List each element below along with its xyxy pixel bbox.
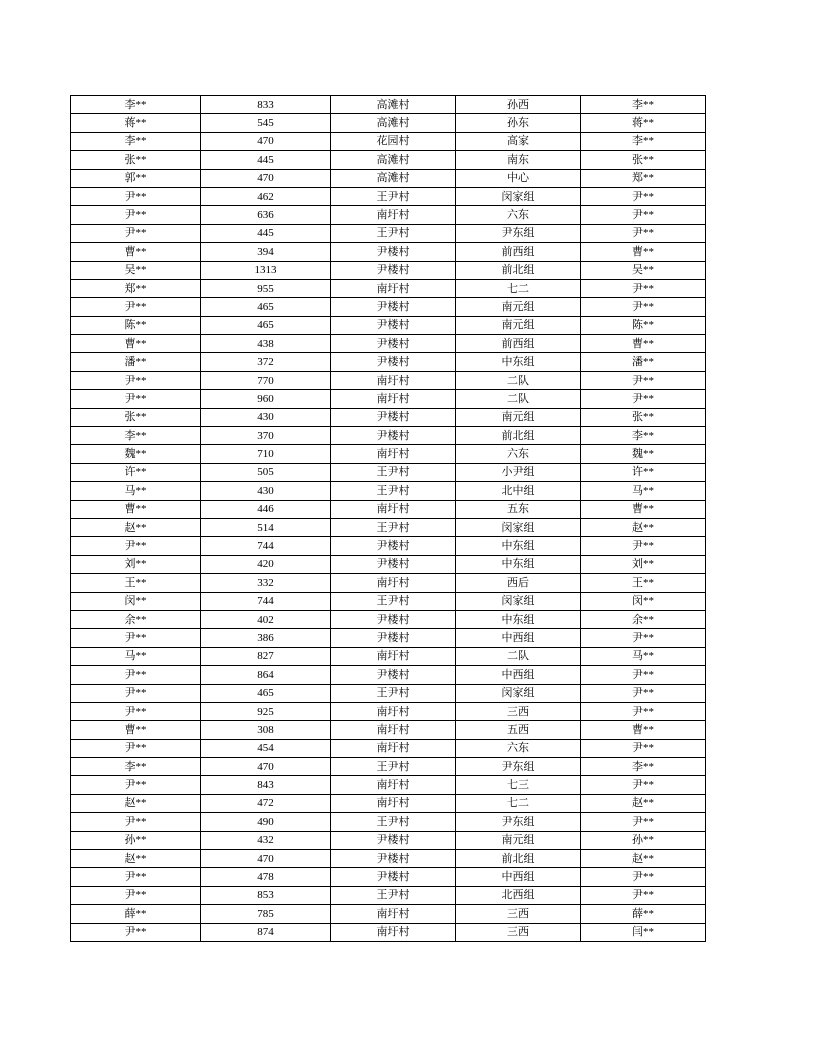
table-cell: 赵** (581, 794, 706, 812)
table-row (71, 610, 706, 628)
table-cell: 六东 (456, 206, 581, 224)
table-cell: 魏** (71, 445, 201, 463)
table-cell: 尹东组 (456, 813, 581, 831)
table-cell: 843 (201, 776, 331, 794)
table-cell: 尹** (581, 666, 706, 684)
table-cell: 1313 (201, 261, 331, 279)
table-cell: 尹** (581, 537, 706, 555)
table-cell: 中东组 (456, 353, 581, 371)
table-cell: 陈** (71, 316, 201, 334)
table-cell: 郑** (581, 169, 706, 187)
table-cell: 462 (201, 187, 331, 205)
table-cell: 赵** (581, 518, 706, 536)
table-cell: 尹楼村 (331, 850, 456, 868)
table-cell: 472 (201, 794, 331, 812)
table-cell: 薛** (71, 905, 201, 923)
table-cell: 402 (201, 610, 331, 628)
data-table (70, 95, 706, 942)
table-cell: 刘** (71, 555, 201, 573)
table-cell: 张** (581, 151, 706, 169)
table-cell: 445 (201, 151, 331, 169)
table-cell: 853 (201, 886, 331, 904)
table-cell: 尹楼村 (331, 316, 456, 334)
table-cell: 李** (581, 132, 706, 150)
table-cell: 二队 (456, 390, 581, 408)
table-cell: 438 (201, 335, 331, 353)
table-cell: 马** (71, 482, 201, 500)
table-cell: 尹** (581, 187, 706, 205)
table-cell: 王尹村 (331, 758, 456, 776)
table-cell: 曹** (581, 335, 706, 353)
table-cell: 432 (201, 831, 331, 849)
table-cell: 孙** (581, 831, 706, 849)
table-cell: 李** (71, 427, 201, 445)
table-cell: 闵家组 (456, 592, 581, 610)
table-cell: 中西组 (456, 868, 581, 886)
table-row (71, 629, 706, 647)
table-cell: 尹** (581, 886, 706, 904)
table-cell: 445 (201, 224, 331, 242)
table-row (71, 463, 706, 481)
table-row (71, 702, 706, 720)
table-cell: 尹** (71, 886, 201, 904)
table-cell: 南圩村 (331, 647, 456, 665)
table-cell: 许** (581, 463, 706, 481)
table-cell: 南元组 (456, 831, 581, 849)
table-cell: 尹** (581, 702, 706, 720)
table-cell: 尹楼村 (331, 427, 456, 445)
table-cell: 南圩村 (331, 445, 456, 463)
table-cell: 尹楼村 (331, 831, 456, 849)
table-cell: 李** (581, 96, 706, 114)
table-row (71, 353, 706, 371)
table-cell: 864 (201, 666, 331, 684)
table-cell: 尹楼村 (331, 868, 456, 886)
table-cell: 770 (201, 371, 331, 389)
table-cell: 南圩村 (331, 905, 456, 923)
table-row (71, 390, 706, 408)
table-cell: 南元组 (456, 408, 581, 426)
table-cell: 南元组 (456, 298, 581, 316)
table-cell: 前北组 (456, 850, 581, 868)
table-cell: 王尹村 (331, 463, 456, 481)
table-row (71, 555, 706, 573)
table-cell: 前西组 (456, 335, 581, 353)
table-row (71, 518, 706, 536)
table-body (71, 96, 706, 942)
table-cell: 514 (201, 518, 331, 536)
table-cell: 尹** (581, 813, 706, 831)
table-row (71, 684, 706, 702)
table-cell: 三西 (456, 905, 581, 923)
table-cell: 高滩村 (331, 169, 456, 187)
table-cell: 尹** (71, 298, 201, 316)
table-cell: 南圩村 (331, 923, 456, 941)
table-cell: 394 (201, 243, 331, 261)
table-row (71, 666, 706, 684)
table-cell: 545 (201, 114, 331, 132)
table-cell: 尹** (71, 813, 201, 831)
table-cell: 张** (71, 408, 201, 426)
table-row (71, 371, 706, 389)
table-cell: 王尹村 (331, 813, 456, 831)
table-cell: 李** (581, 758, 706, 776)
table-cell: 370 (201, 427, 331, 445)
table-cell: 尹** (71, 666, 201, 684)
table-cell: 王** (581, 574, 706, 592)
table-cell: 中西组 (456, 629, 581, 647)
table-cell: 372 (201, 353, 331, 371)
table-cell: 李** (71, 132, 201, 150)
table-cell: 430 (201, 482, 331, 500)
table-cell: 南圩村 (331, 739, 456, 757)
table-cell: 中东组 (456, 610, 581, 628)
table-cell: 赵** (71, 518, 201, 536)
table-cell: 505 (201, 463, 331, 481)
table-cell: 465 (201, 298, 331, 316)
table-cell: 南圩村 (331, 279, 456, 297)
table-cell: 前北组 (456, 427, 581, 445)
table-cell: 尹** (581, 371, 706, 389)
table-cell: 赵** (71, 850, 201, 868)
table-row (71, 482, 706, 500)
table-cell: 尹** (71, 702, 201, 720)
table-cell: 三西 (456, 923, 581, 941)
table-cell: 高滩村 (331, 96, 456, 114)
table-cell: 前北组 (456, 261, 581, 279)
table-cell: 王尹村 (331, 886, 456, 904)
table-cell: 尹** (581, 868, 706, 886)
table-cell: 王尹村 (331, 482, 456, 500)
table-cell: 王尹村 (331, 518, 456, 536)
table-cell: 闵** (581, 592, 706, 610)
table-row (71, 335, 706, 353)
table-cell: 闵家组 (456, 684, 581, 702)
table-row (71, 647, 706, 665)
table-cell: 李** (71, 758, 201, 776)
table-row (71, 243, 706, 261)
table-row (71, 758, 706, 776)
table-cell: 闵** (71, 592, 201, 610)
table-cell: 五西 (456, 721, 581, 739)
table-cell: 470 (201, 132, 331, 150)
table-cell: 尹** (71, 206, 201, 224)
table-cell: 386 (201, 629, 331, 647)
table-cell: 尹楼村 (331, 298, 456, 316)
table-cell: 吴** (581, 261, 706, 279)
table-cell: 中西组 (456, 666, 581, 684)
table-cell: 尹** (581, 298, 706, 316)
table-cell: 尹楼村 (331, 610, 456, 628)
table-row (71, 151, 706, 169)
table-cell: 尹楼村 (331, 555, 456, 573)
table-cell: 许** (71, 463, 201, 481)
table-cell: 三西 (456, 702, 581, 720)
table-cell: 赵** (71, 794, 201, 812)
table-cell: 二队 (456, 371, 581, 389)
table-cell: 454 (201, 739, 331, 757)
table-cell: 尹** (581, 629, 706, 647)
table-cell: 小尹组 (456, 463, 581, 481)
table-row (71, 132, 706, 150)
table-cell: 刘** (581, 555, 706, 573)
table-cell: 南圩村 (331, 794, 456, 812)
table-cell: 尹楼村 (331, 666, 456, 684)
table-cell: 马** (581, 647, 706, 665)
table-cell: 闫** (581, 923, 706, 941)
table-cell: 尹楼村 (331, 537, 456, 555)
table-cell: 曹** (71, 335, 201, 353)
table-cell: 王尹村 (331, 224, 456, 242)
table-cell: 尹** (71, 684, 201, 702)
table-cell: 王尹村 (331, 187, 456, 205)
table-cell: 王尹村 (331, 684, 456, 702)
table-cell: 李** (581, 427, 706, 445)
table-row (71, 923, 706, 941)
table-cell: 874 (201, 923, 331, 941)
table-cell: 332 (201, 574, 331, 592)
table-row (71, 298, 706, 316)
table-cell: 曹** (71, 243, 201, 261)
table-cell: 二队 (456, 647, 581, 665)
table-row (71, 886, 706, 904)
table-cell: 孙** (71, 831, 201, 849)
table-cell: 曹** (581, 721, 706, 739)
table-row (71, 537, 706, 555)
table-cell: 闵家组 (456, 187, 581, 205)
table-cell: 孙西 (456, 96, 581, 114)
table-cell: 曹** (71, 500, 201, 518)
table-cell: 尹** (71, 187, 201, 205)
table-row (71, 169, 706, 187)
table-cell: 北中组 (456, 482, 581, 500)
table-cell: 478 (201, 868, 331, 886)
table-cell: 尹** (581, 224, 706, 242)
table-cell: 马** (581, 482, 706, 500)
table-row (71, 445, 706, 463)
table-row (71, 427, 706, 445)
table-row (71, 96, 706, 114)
table-cell: 430 (201, 408, 331, 426)
table-cell: 尹楼村 (331, 335, 456, 353)
table-cell: 余** (581, 610, 706, 628)
table-cell: 蒋** (71, 114, 201, 132)
table-cell: 420 (201, 555, 331, 573)
table-cell: 赵** (581, 850, 706, 868)
table-cell: 744 (201, 592, 331, 610)
table-cell: 高滩村 (331, 151, 456, 169)
table-cell: 465 (201, 684, 331, 702)
table-cell: 710 (201, 445, 331, 463)
table-cell: 尹** (71, 537, 201, 555)
table-row (71, 868, 706, 886)
table-row (71, 224, 706, 242)
table-cell: 尹** (581, 684, 706, 702)
table-cell: 花园村 (331, 132, 456, 150)
table-cell: 七二 (456, 279, 581, 297)
table-cell: 曹** (581, 500, 706, 518)
table-cell: 马** (71, 647, 201, 665)
table-cell: 尹** (71, 390, 201, 408)
table-cell: 南圩村 (331, 721, 456, 739)
table-cell: 南圩村 (331, 776, 456, 794)
table-cell: 470 (201, 850, 331, 868)
table-cell: 郭** (71, 169, 201, 187)
table-cell: 七二 (456, 794, 581, 812)
table-cell: 446 (201, 500, 331, 518)
table-cell: 六东 (456, 445, 581, 463)
table-cell: 尹** (581, 206, 706, 224)
table-cell: 833 (201, 96, 331, 114)
table-cell: 尹** (71, 868, 201, 886)
table-cell: 308 (201, 721, 331, 739)
table-cell: 636 (201, 206, 331, 224)
table-cell: 曹** (71, 721, 201, 739)
table-row (71, 187, 706, 205)
table-cell: 尹** (71, 739, 201, 757)
table-cell: 王** (71, 574, 201, 592)
table-cell: 陈** (581, 316, 706, 334)
table-cell: 尹** (581, 390, 706, 408)
table-cell: 北西组 (456, 886, 581, 904)
table-cell: 潘** (71, 353, 201, 371)
table-cell: 南圩村 (331, 574, 456, 592)
table-cell: 薛** (581, 905, 706, 923)
table-row (71, 905, 706, 923)
table-cell: 尹** (71, 224, 201, 242)
table-cell: 尹楼村 (331, 261, 456, 279)
table-cell: 七三 (456, 776, 581, 794)
table-row (71, 776, 706, 794)
table-cell: 王尹村 (331, 592, 456, 610)
table-row (71, 574, 706, 592)
table-row (71, 721, 706, 739)
table-cell: 南圩村 (331, 702, 456, 720)
table-cell: 魏** (581, 445, 706, 463)
table-cell: 南圩村 (331, 371, 456, 389)
table-row (71, 261, 706, 279)
table-cell: 五东 (456, 500, 581, 518)
table-cell: 785 (201, 905, 331, 923)
table-cell: 张** (581, 408, 706, 426)
table-cell: 470 (201, 169, 331, 187)
table-cell: 尹** (71, 923, 201, 941)
table-row (71, 592, 706, 610)
table-cell: 尹** (71, 629, 201, 647)
table-row (71, 408, 706, 426)
table-cell: 465 (201, 316, 331, 334)
table-cell: 827 (201, 647, 331, 665)
table-row (71, 279, 706, 297)
table-cell: 余** (71, 610, 201, 628)
table-cell: 蒋** (581, 114, 706, 132)
table-cell: 744 (201, 537, 331, 555)
table-cell: 955 (201, 279, 331, 297)
table-cell: 孙东 (456, 114, 581, 132)
table-row (71, 850, 706, 868)
table-row (71, 114, 706, 132)
table-cell: 960 (201, 390, 331, 408)
table-cell: 南东 (456, 151, 581, 169)
table-row (71, 316, 706, 334)
table-cell: 南圩村 (331, 206, 456, 224)
table-cell: 南元组 (456, 316, 581, 334)
table-cell: 中东组 (456, 555, 581, 573)
table-cell: 尹** (581, 739, 706, 757)
table-cell: 高家 (456, 132, 581, 150)
table-cell: 六东 (456, 739, 581, 757)
table-cell: 尹** (71, 371, 201, 389)
table-cell: 925 (201, 702, 331, 720)
table-row (71, 739, 706, 757)
table-cell: 郑** (71, 279, 201, 297)
table-cell: 尹楼村 (331, 408, 456, 426)
table-cell: 尹东组 (456, 224, 581, 242)
table-row (71, 831, 706, 849)
table-cell: 高滩村 (331, 114, 456, 132)
table-cell: 前西组 (456, 243, 581, 261)
table-cell: 吴** (71, 261, 201, 279)
table-cell: 470 (201, 758, 331, 776)
table-cell: 490 (201, 813, 331, 831)
table-cell: 曹** (581, 243, 706, 261)
table-cell: 李** (71, 96, 201, 114)
table-cell: 张** (71, 151, 201, 169)
table-cell: 尹** (71, 776, 201, 794)
table-row (71, 500, 706, 518)
table-cell: 闵家组 (456, 518, 581, 536)
table-cell: 南圩村 (331, 500, 456, 518)
table-cell: 潘** (581, 353, 706, 371)
table-cell: 尹** (581, 279, 706, 297)
table-cell: 尹楼村 (331, 629, 456, 647)
table-row (71, 813, 706, 831)
table-cell: 尹东组 (456, 758, 581, 776)
table-cell: 尹** (581, 776, 706, 794)
table-cell: 尹楼村 (331, 243, 456, 261)
table-cell: 中心 (456, 169, 581, 187)
table-row (71, 206, 706, 224)
table-row (71, 794, 706, 812)
table-cell: 南圩村 (331, 390, 456, 408)
table-cell: 尹楼村 (331, 353, 456, 371)
table-cell: 西后 (456, 574, 581, 592)
table-cell: 中东组 (456, 537, 581, 555)
